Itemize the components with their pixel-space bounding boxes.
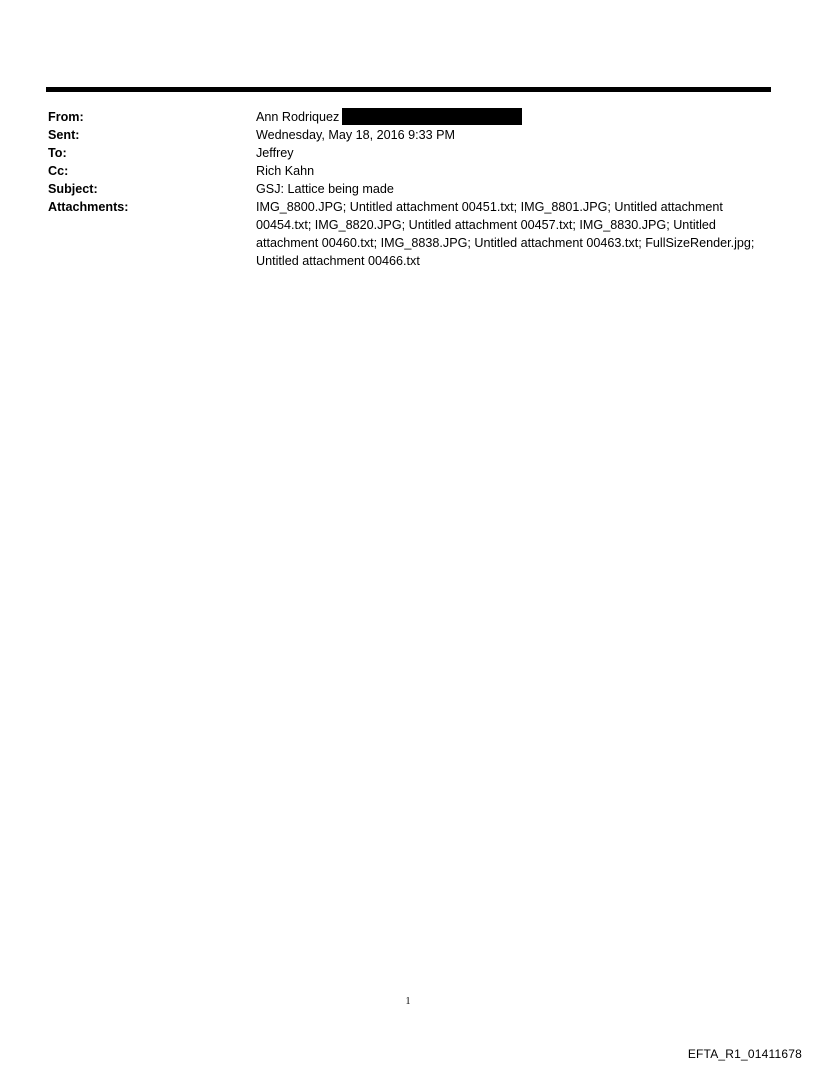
from-row (48, 108, 768, 126)
header-rule (46, 87, 771, 92)
from-value-container (256, 108, 768, 126)
subject-value: GSJ: Lattice being made (256, 182, 394, 196)
from-label: From: (48, 110, 84, 124)
email-header (48, 108, 768, 270)
sent-value: Wednesday, May 18, 2016 9:33 PM (256, 128, 456, 142)
cc-value: Rich Kahn (256, 164, 315, 178)
sent-label: Sent: (48, 128, 80, 142)
cc-label: Cc: (48, 164, 69, 178)
subject-row (48, 180, 768, 198)
redaction-box (342, 108, 522, 125)
attachments-value: IMG_8800.JPG; Untitled attachment 00451.txt; IMG_8801.JPG; Untitled attachment 00454.txt; IMG_8820.JPG; Untitled attachment 00457.txt; IMG_8830.JPG; Untitled attachment 00460.txt; IMG_8838.JPG; Untitled attachment 00463.txt; FullSizeRender.jpg; Untitled attachment 00466.txt (256, 200, 755, 268)
from-value: Ann Rodriquez (256, 110, 340, 124)
bates-number: EFTA_R1_01411678 (687, 1047, 802, 1061)
to-value: Jeffrey (256, 146, 294, 160)
to-row (48, 144, 768, 162)
cc-row (48, 162, 768, 180)
attachments-row (48, 198, 768, 270)
attachments-label: Attachments: (48, 200, 129, 214)
page-number: 1 (405, 996, 411, 1007)
to-label: To: (48, 146, 67, 160)
subject-label: Subject: (48, 182, 98, 196)
sent-row (48, 126, 768, 144)
